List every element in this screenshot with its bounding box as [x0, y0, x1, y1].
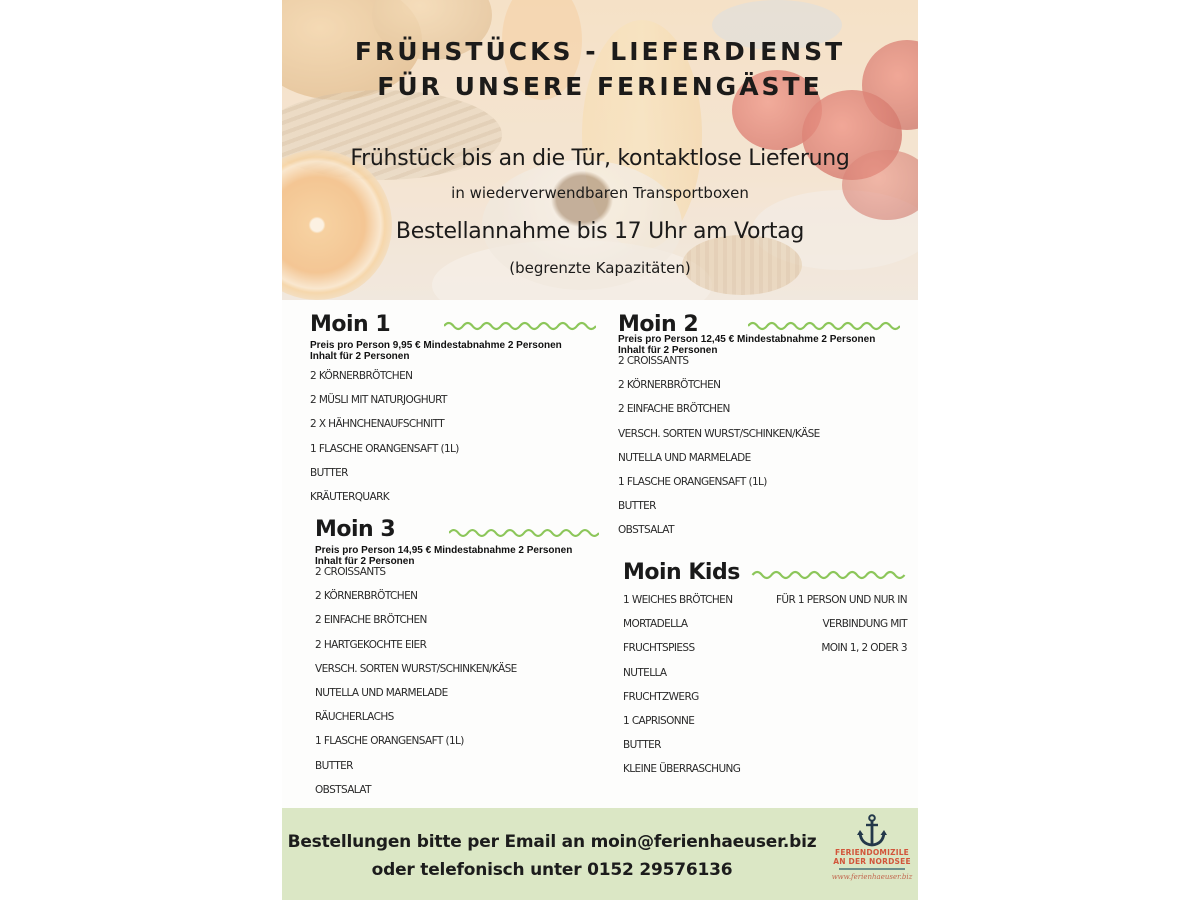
logo-name-line-1: FERIENDOMIZILE [835, 848, 909, 857]
menu-header [618, 310, 918, 340]
list-item: 1 FLASCHE ORANGENSAFT (1L) [315, 735, 464, 748]
note-line: MOIN 1, 2 ODER 3 [821, 642, 907, 655]
flyer-title [282, 34, 918, 104]
list-item: 2 HARTGEKOCHTE EIER [315, 638, 427, 651]
content-line: Inhalt für 2 Personen [618, 345, 718, 356]
breakfast-delivery-flyer [282, 0, 918, 900]
list-item: RÄUCHERLACHS [315, 711, 394, 724]
logo-name-line-2: AN DER NORDSEE [833, 857, 911, 866]
price-line: Preis pro Person 14,95 € Mindestabnahme 2 Personen [315, 545, 573, 556]
list-item: 2 KÖRNERBRÖTCHEN [310, 370, 413, 382]
list-item: 1 CAPRISONNE [623, 714, 695, 727]
menu-header [623, 558, 913, 588]
list-item: 2 CROISSANTS [315, 566, 386, 578]
menu-header [315, 515, 615, 545]
list-item: VERSCH. SORTEN WURST/SCHINKEN/KÄSE [315, 662, 517, 675]
list-item: 2 KÖRNERBRÖTCHEN [618, 379, 721, 392]
list-item: 2 CROISSANTS [618, 355, 689, 367]
menu-header [310, 310, 610, 340]
wave-decoration-icon [751, 569, 906, 581]
company-logo [827, 814, 917, 896]
price-line: Preis pro Person 12,45 € Mindestabnahme 2 Personen [618, 334, 876, 345]
email-order-line: Bestellungen bitte per Email an moin@ferienhaeuser.biz [287, 832, 817, 852]
phone-order-line: oder telefonisch unter 0152 29576136 [371, 860, 733, 880]
packaging-note: in wiederverwendbaren Transportboxen [451, 184, 749, 202]
list-item: 2 MÜSLI MIT NATURJOGHURT [310, 394, 447, 407]
item-list [618, 349, 918, 543]
list-item: FRUCHTSPIESS [623, 642, 695, 655]
list-item: NUTELLA UND MARMELADE [315, 686, 448, 699]
logo-website: www.ferienhaeuser.biz [831, 873, 913, 881]
hero-banner [282, 0, 918, 300]
title-line-2: FÜR UNSERE FERIENGÄSTE [377, 72, 823, 101]
content-line: Inhalt für 2 Personen [310, 351, 410, 362]
list-item: BUTTER [623, 739, 661, 752]
list-item: 2 X HÄHNCHENAUFSCHNITT [310, 418, 445, 431]
anchor-icon [857, 814, 887, 848]
kids-availability-note [776, 588, 907, 661]
list-item: FRUCHTZWERG [623, 690, 699, 703]
tagline: Frühstück bis an die Tür, kontaktlose Lieferung [350, 146, 850, 171]
list-item: 2 KÖRNERBRÖTCHEN [315, 590, 418, 603]
item-list [315, 560, 615, 802]
list-item: 1 FLASCHE ORANGENSAFT (1L) [618, 475, 767, 488]
list-item: OBSTSALAT [618, 524, 674, 537]
menu-title: Moin Kids [623, 560, 740, 585]
content-line: Inhalt für 2 Personen [315, 556, 415, 567]
list-item: BUTTER [618, 500, 656, 513]
list-item: 2 EINFACHE BRÖTCHEN [618, 403, 730, 416]
wave-decoration-icon [748, 320, 900, 332]
menu-moin-3 [315, 515, 615, 802]
list-item: KLEINE ÜBERRASCHUNG [623, 763, 741, 776]
title-line-1: FRÜHSTÜCKS - LIEFERDIENST [354, 37, 846, 66]
note-line: FÜR 1 PERSON UND NUR IN [775, 594, 907, 606]
menu-title: Moin 2 [618, 312, 699, 337]
list-item: OBSTSALAT [315, 783, 371, 796]
list-item: BUTTER [310, 466, 348, 479]
list-item: NUTELLA UND MARMELADE [618, 451, 751, 464]
list-item: VERSCH. SORTEN WURST/SCHINKEN/KÄSE [618, 427, 820, 440]
menu-moin-kids [623, 558, 913, 782]
capacity-note: (begrenzte Kapazitäten) [509, 259, 691, 277]
list-item: NUTELLA [623, 666, 667, 679]
list-item: BUTTER [315, 759, 353, 772]
price-line: Preis pro Person 9,95 € Mindestabnahme 2 Personen [310, 340, 562, 351]
order-deadline: Bestellannahme bis 17 Uhr am Vortag [395, 219, 805, 244]
item-list [310, 364, 610, 509]
list-item: KRÄUTERQUARK [310, 490, 390, 503]
wave-decoration-icon [449, 527, 599, 539]
menu-title: Moin 1 [310, 312, 391, 337]
list-item: 1 FLASCHE ORANGENSAFT (1L) [310, 442, 459, 455]
list-item: 2 EINFACHE BRÖTCHEN [315, 614, 427, 627]
note-line: VERBINDUNG MIT [822, 618, 907, 631]
list-item: MORTADELLA [623, 618, 688, 631]
menu-moin-1 [310, 310, 610, 509]
logo-divider [839, 868, 905, 870]
menu-title: Moin 3 [315, 517, 396, 542]
list-item: 1 WEICHES BRÖTCHEN [623, 594, 733, 606]
order-contact-footer [282, 808, 918, 900]
menu-moin-2 [618, 310, 918, 543]
wave-decoration-icon [444, 320, 596, 332]
